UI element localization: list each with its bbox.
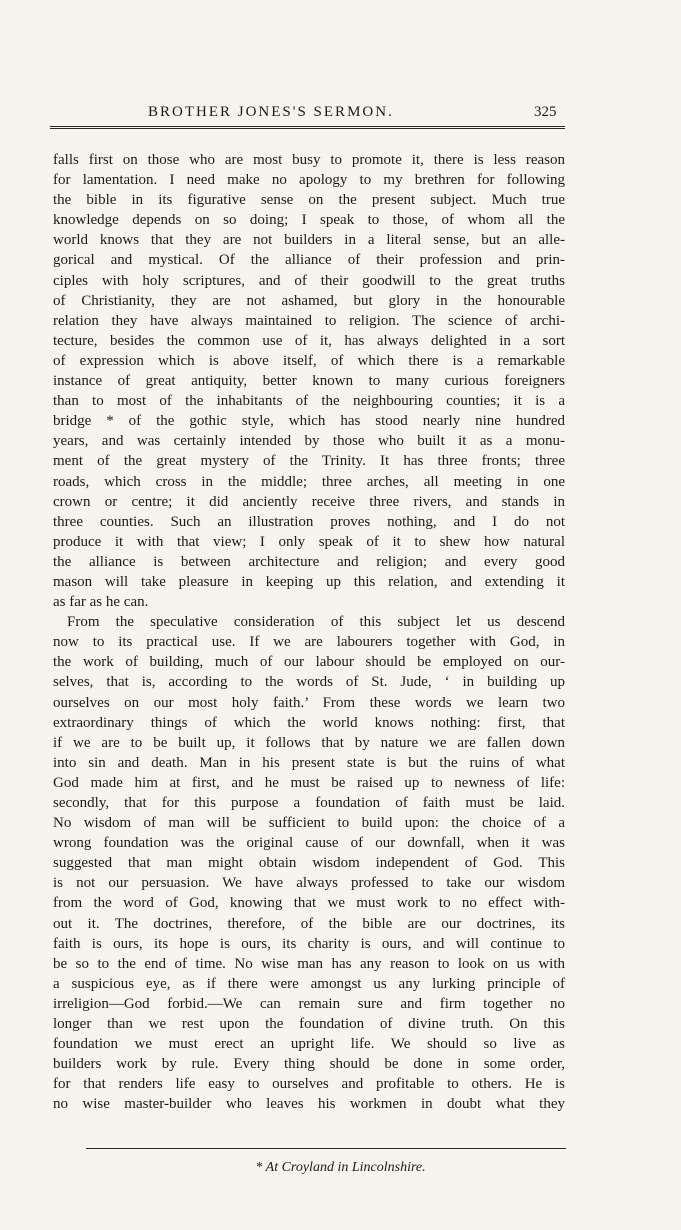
text-line: into sin and death. Man in his present state is but the ruins of what — [53, 754, 565, 771]
page-header — [0, 104, 681, 126]
text-line: tecture, besides the common use of it, has always delighted in a sort — [53, 332, 565, 349]
text-line: than to most of the inhabitants of the neighbouring counties; it is a — [53, 393, 565, 410]
text-line: falls first on those who are most busy to promote it, there is less reason — [53, 152, 565, 168]
text-line: ment of the great mystery of the Trinity. It has three fronts; three — [53, 453, 565, 470]
text-line: now to its practical use. If we are labourers together with God, in — [53, 634, 565, 651]
body-text — [53, 150, 565, 1115]
text-line: for lamentation. I need make no apology to my brethren for following — [53, 172, 565, 189]
text-line: be so to the end of time. No wise man has any reason to look on us with — [53, 955, 565, 972]
text-line: From the speculative consideration of this subject let us descend — [67, 614, 565, 631]
text-line: for that renders life easy to ourselves and profitable to others. He is — [53, 1076, 565, 1093]
text-line: the alliance is between architecture and religion; and every good — [53, 553, 565, 570]
text-line: wrong foundation was the original cause of our downfall, when it was — [53, 835, 565, 852]
text-line: suggested that man might obtain wisdom independent of God. This — [53, 855, 565, 872]
text-line: is not our persuasion. We have always professed to take our wisdom — [53, 875, 565, 892]
text-line: bridge * of the gothic style, which has stood nearly nine hundred — [53, 413, 565, 430]
text-line: God made him at first, and he must be raised up to newness of life: — [53, 774, 565, 791]
text-line: builders work by rule. Every thing should be done in some order, — [53, 1056, 565, 1073]
text-line: out it. The doctrines, therefore, of the bible are our doctrines, its — [53, 915, 565, 932]
text-line: ciples with holy scriptures, and of their goodwill to the great truths — [53, 272, 565, 289]
text-line: faith is ours, its hope is ours, its charity is ours, and will continue to — [53, 935, 565, 952]
text-line: if we are to be built up, it follows that by nature we are fallen down — [53, 734, 565, 751]
text-line: selves, that is, according to the words of St. Jude, ‘ in building up — [53, 674, 565, 691]
text-line: as far as he can. — [53, 594, 149, 611]
text-line: no wise master-builder who leaves his workmen in doubt what they — [53, 1096, 565, 1113]
text-line: irreligion—God forbid.—We can remain sure and firm together no — [53, 995, 565, 1012]
footnote: * At Croyland in Lincolnshire. — [255, 1160, 426, 1175]
text-line: years, and was certainly intended by those who built it as a monu- — [53, 433, 565, 450]
text-line: of expression which is above itself, of which there is a remarkable — [53, 352, 565, 369]
text-line: gorical and mystical. Of the alliance of their profession and prin- — [53, 252, 565, 269]
text-line: the work of building, much of our labour should be employed on our- — [53, 654, 565, 671]
text-line: longer than we rest upon the foundation of divine truth. On this — [53, 1016, 565, 1033]
text-line: secondly, that for this purpose a foundation of faith must be laid. — [53, 795, 565, 811]
text-line: of Christianity, they are not ashamed, but glory in the honourable — [53, 292, 565, 309]
text-line: mason will take pleasure in keeping up this relation, and extending it — [53, 573, 565, 590]
footnote-rule — [86, 1148, 566, 1149]
text-line: from the word of God, knowing that we must work to no effect with- — [53, 895, 565, 912]
running-title: BROTHER JONES'S SERMON. — [148, 104, 394, 120]
text-line: No wisdom of man will be sufficient to build upon: the choice of a — [53, 815, 565, 832]
text-line: a suspicious eye, as if there were amongst us any lurking principle of — [53, 975, 565, 992]
text-line: relation they have always maintained to religion. The science of archi- — [53, 312, 565, 329]
text-line: knowledge depends on so doing; I speak to those, of whom all the — [53, 212, 565, 229]
text-line: ourselves on our most holy faith.’ From these words we learn two — [53, 694, 565, 711]
text-line: three counties. Such an illustration proves nothing, and I do not — [53, 513, 565, 530]
text-line: crown or centre; it did anciently receive three rivers, and stands in — [53, 493, 565, 510]
text-line: instance of great antiquity, better known to many curious foreigners — [53, 373, 565, 390]
text-line: produce it with that view; I only speak of it to shew how natural — [53, 533, 565, 550]
text-line: world knows that they are not builders in a literal sense, but an alle- — [53, 232, 565, 249]
text-line: foundation we must erect an upright life. We should so live as — [53, 1036, 565, 1053]
text-line: roads, which cross in the middle; three arches, all meeting in one — [53, 473, 565, 490]
page-number: 325 — [534, 104, 557, 120]
header-rule — [50, 126, 565, 129]
text-line: the bible in its figurative sense on the present subject. Much true — [53, 192, 565, 209]
text-line: extraordinary things of which the world knows nothing: first, that — [53, 714, 565, 731]
